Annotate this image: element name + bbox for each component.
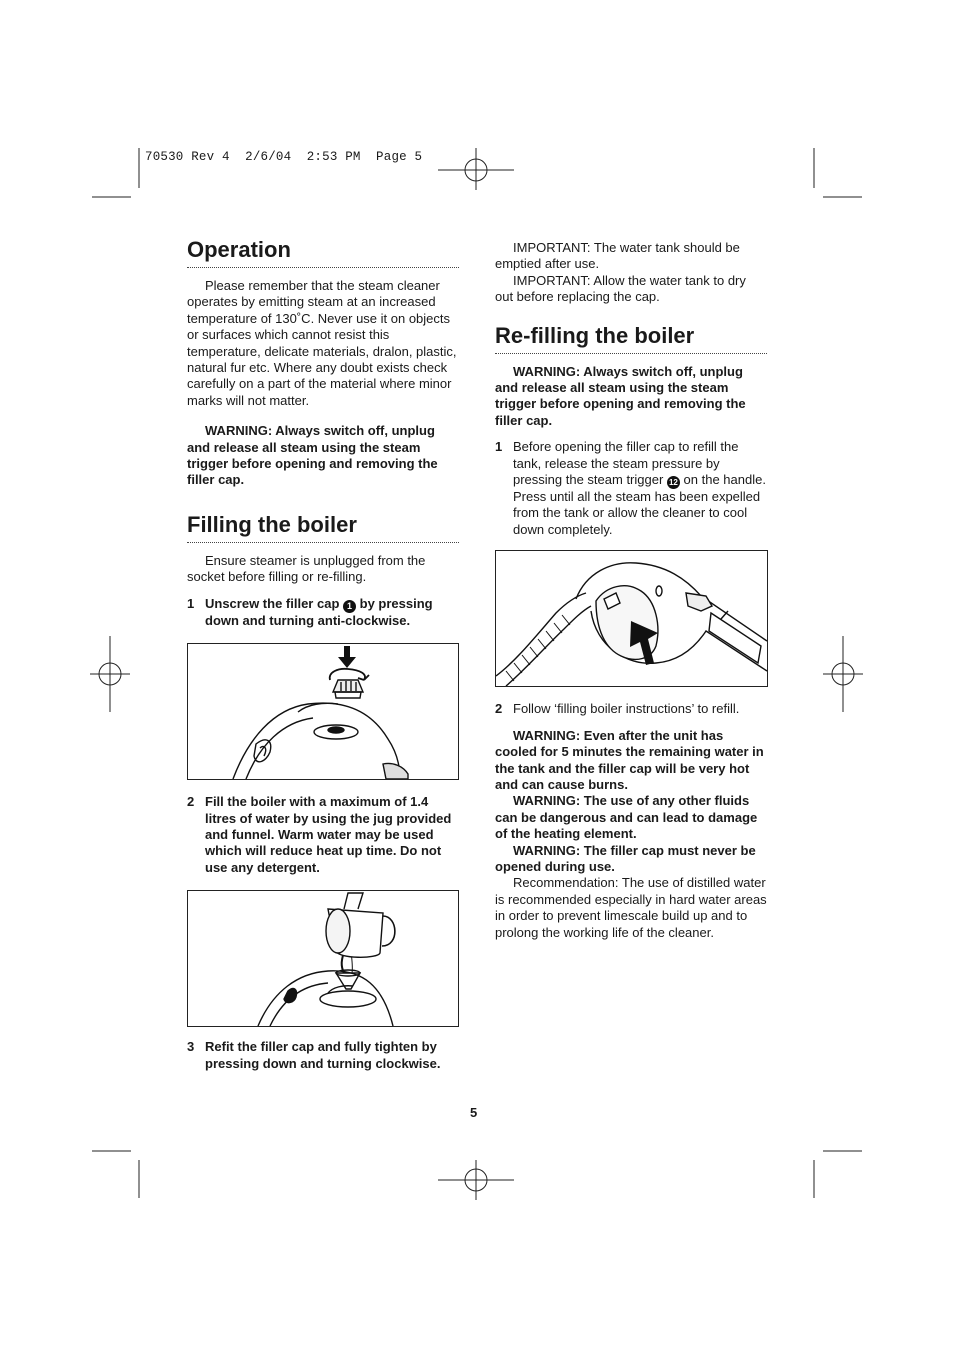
print-slug: 70530 Rev 4 2/6/04 2:53 PM Page 5 bbox=[145, 150, 423, 164]
operation-warning: WARNING: Always switch off, unplug and release all steam using the steam trigger before opening and removing the filler cap. bbox=[187, 423, 438, 488]
step-text-post: on the handle. Press until all the steam has been expelled from the tank or allow the cleaner to cool down completely. bbox=[513, 472, 766, 537]
step-text-pre: Before opening the filler cap to refill the tank, release the steam pressure by pressing the steam trigger bbox=[513, 439, 739, 488]
refilling-step-2 bbox=[495, 701, 767, 717]
filler-cap-warning: WARNING: The filler cap must never be opened during use. bbox=[495, 842, 756, 874]
filler-cap-badge: 1 bbox=[343, 600, 356, 613]
filling-step-3 bbox=[187, 1039, 459, 1072]
step-text: Fill the boiler with a maximum of 1.4 litres of water by using the jug provided and funnel. Warm water may be used which will reduce heat up time. Do not use any detergent. bbox=[205, 794, 452, 875]
step-text: Follow ‘filling boiler instructions’ to refill. bbox=[513, 701, 740, 717]
figure-unscrew-cap bbox=[187, 643, 459, 780]
filling-step-2 bbox=[187, 794, 459, 876]
fluids-warning: WARNING: The use of any other fluids can be dangerous and can lead to damage of the heating element. bbox=[495, 793, 758, 842]
operation-heading: Operation bbox=[187, 236, 459, 268]
step-number: 2 bbox=[495, 701, 503, 717]
refilling-warning: WARNING: Always switch off, unplug and release all steam using the steam trigger before opening and removing the filler cap. bbox=[495, 363, 746, 428]
important-note-1: IMPORTANT: The water tank should be emptied after use. bbox=[495, 240, 740, 272]
filling-intro: Ensure steamer is unplugged from the socket before filling or re-filling. bbox=[187, 552, 426, 585]
page-number: 5 bbox=[470, 1105, 478, 1120]
important-note-2: IMPORTANT: Allow the water tank to dry out before replacing the cap. bbox=[495, 272, 746, 305]
step-number: 1 bbox=[187, 595, 195, 611]
refilling-heading: Re-filling the boiler bbox=[495, 322, 767, 354]
filling-heading: Filling the boiler bbox=[187, 511, 459, 543]
step-number: 2 bbox=[187, 794, 195, 810]
step-number: 1 bbox=[495, 439, 503, 455]
operation-paragraph: Please remember that the steam cleaner operates by emitting steam at an increased temperature of 130˚C. Never use it on objects or surfaces which cannot resist this temperature, delicate materials, dralon, plastic, natural fur etc. Where any doubt exists check carefully on a part of the material where minor marks will not matter. bbox=[187, 278, 457, 408]
figure-steam-trigger bbox=[495, 550, 768, 687]
step-text: Refit the filler cap and fully tighten by pressing down and turning clockwise. bbox=[205, 1039, 441, 1071]
distilled-water-recommendation: Recommendation: The use of distilled water is recommended especially in hard water areas in order to prevent limescale build up and to prolong the working life of the cleaner. bbox=[495, 875, 767, 940]
figure-fill-jug bbox=[187, 890, 459, 1027]
left-column bbox=[187, 236, 459, 1072]
steam-trigger-badge: 12 bbox=[667, 476, 680, 489]
filling-step-1 bbox=[187, 596, 459, 629]
refilling-step-1 bbox=[495, 439, 767, 538]
step-text-post: by pressing down and turning anti-clockwise. bbox=[205, 595, 433, 628]
step-number: 3 bbox=[187, 1039, 195, 1055]
step-text-pre: Unscrew the filler cap bbox=[205, 595, 340, 611]
right-column bbox=[495, 240, 767, 941]
hot-water-warning: WARNING: Even after the unit has cooled for 5 minutes the remaining water in the tank and the filler cap will be very hot and can cause burns. bbox=[495, 727, 764, 792]
